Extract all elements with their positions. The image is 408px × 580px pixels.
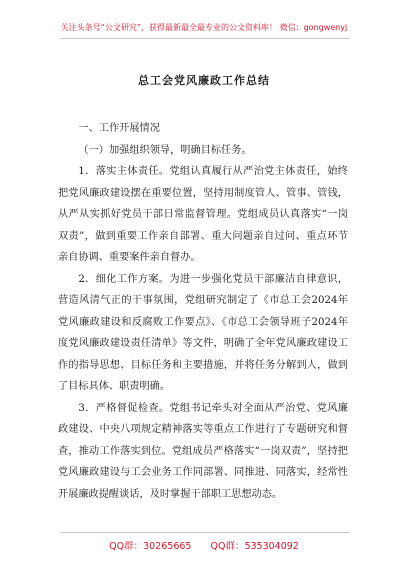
section-heading: 一、工作开展情况 [78, 123, 160, 134]
header-banner: 关注头条号“公文研究”，获得最新最全最专业的公文资料库！ 微信：gongwenyj [60, 23, 348, 32]
subsection-heading: （一）加强组织领导，明确目标任务。 [78, 144, 252, 156]
body-paragraph: 2．细化工作方案。为进一步强化党员干部廉洁自律意识，营造风清气正的干事氛围，党组研究制定了《市总工会2024年党风廉政建设和反腐败工作要点》、《市总工会领导班子2024年度党风廉政建设责任清单》等文件，明确了全年党风廉政建设工作的指导思想、目标任务和主要措施，并将任务分解到人，做到了目标具体、职责明确。 [58, 273, 348, 392]
footer-qq-group-2: QQ群：535304092 [210, 541, 299, 552]
document-title: 总工会党风廉政工作总结 [138, 74, 270, 87]
document-body [58, 118, 348, 505]
header-divider [60, 38, 350, 39]
body-paragraph: 3．严格督促检查。党组书记牵头对全面从严治党、党风廉政建设、中央八项规定精神落实等重点工作进行了专题研究和督查，推动工作落实到位。党组成员严格落实“一岗双责”，坚持把党风廉政建设与工会业务工作同部署、同推进、同落实，经常性开展廉政提醒谈话，及时掌握干部职工思想动态。 [58, 402, 348, 500]
footer [0, 538, 408, 552]
footer-qq-group-1: QQ群：30265665 [109, 541, 192, 552]
body-paragraph: 1．落实主体责任。党组认真履行从严治党主体责任，始终把党风廉政建设摆在重要位置，坚持用制度管人、管事、管钱，从严从实抓好党员干部日常监督管理。党组成员认真落实“一岗双责”，做到重要工作亲自部署、重大问题亲自过问、重点环节亲自协调、重要案件亲自督办。 [58, 166, 348, 263]
footer-divider [60, 532, 350, 533]
